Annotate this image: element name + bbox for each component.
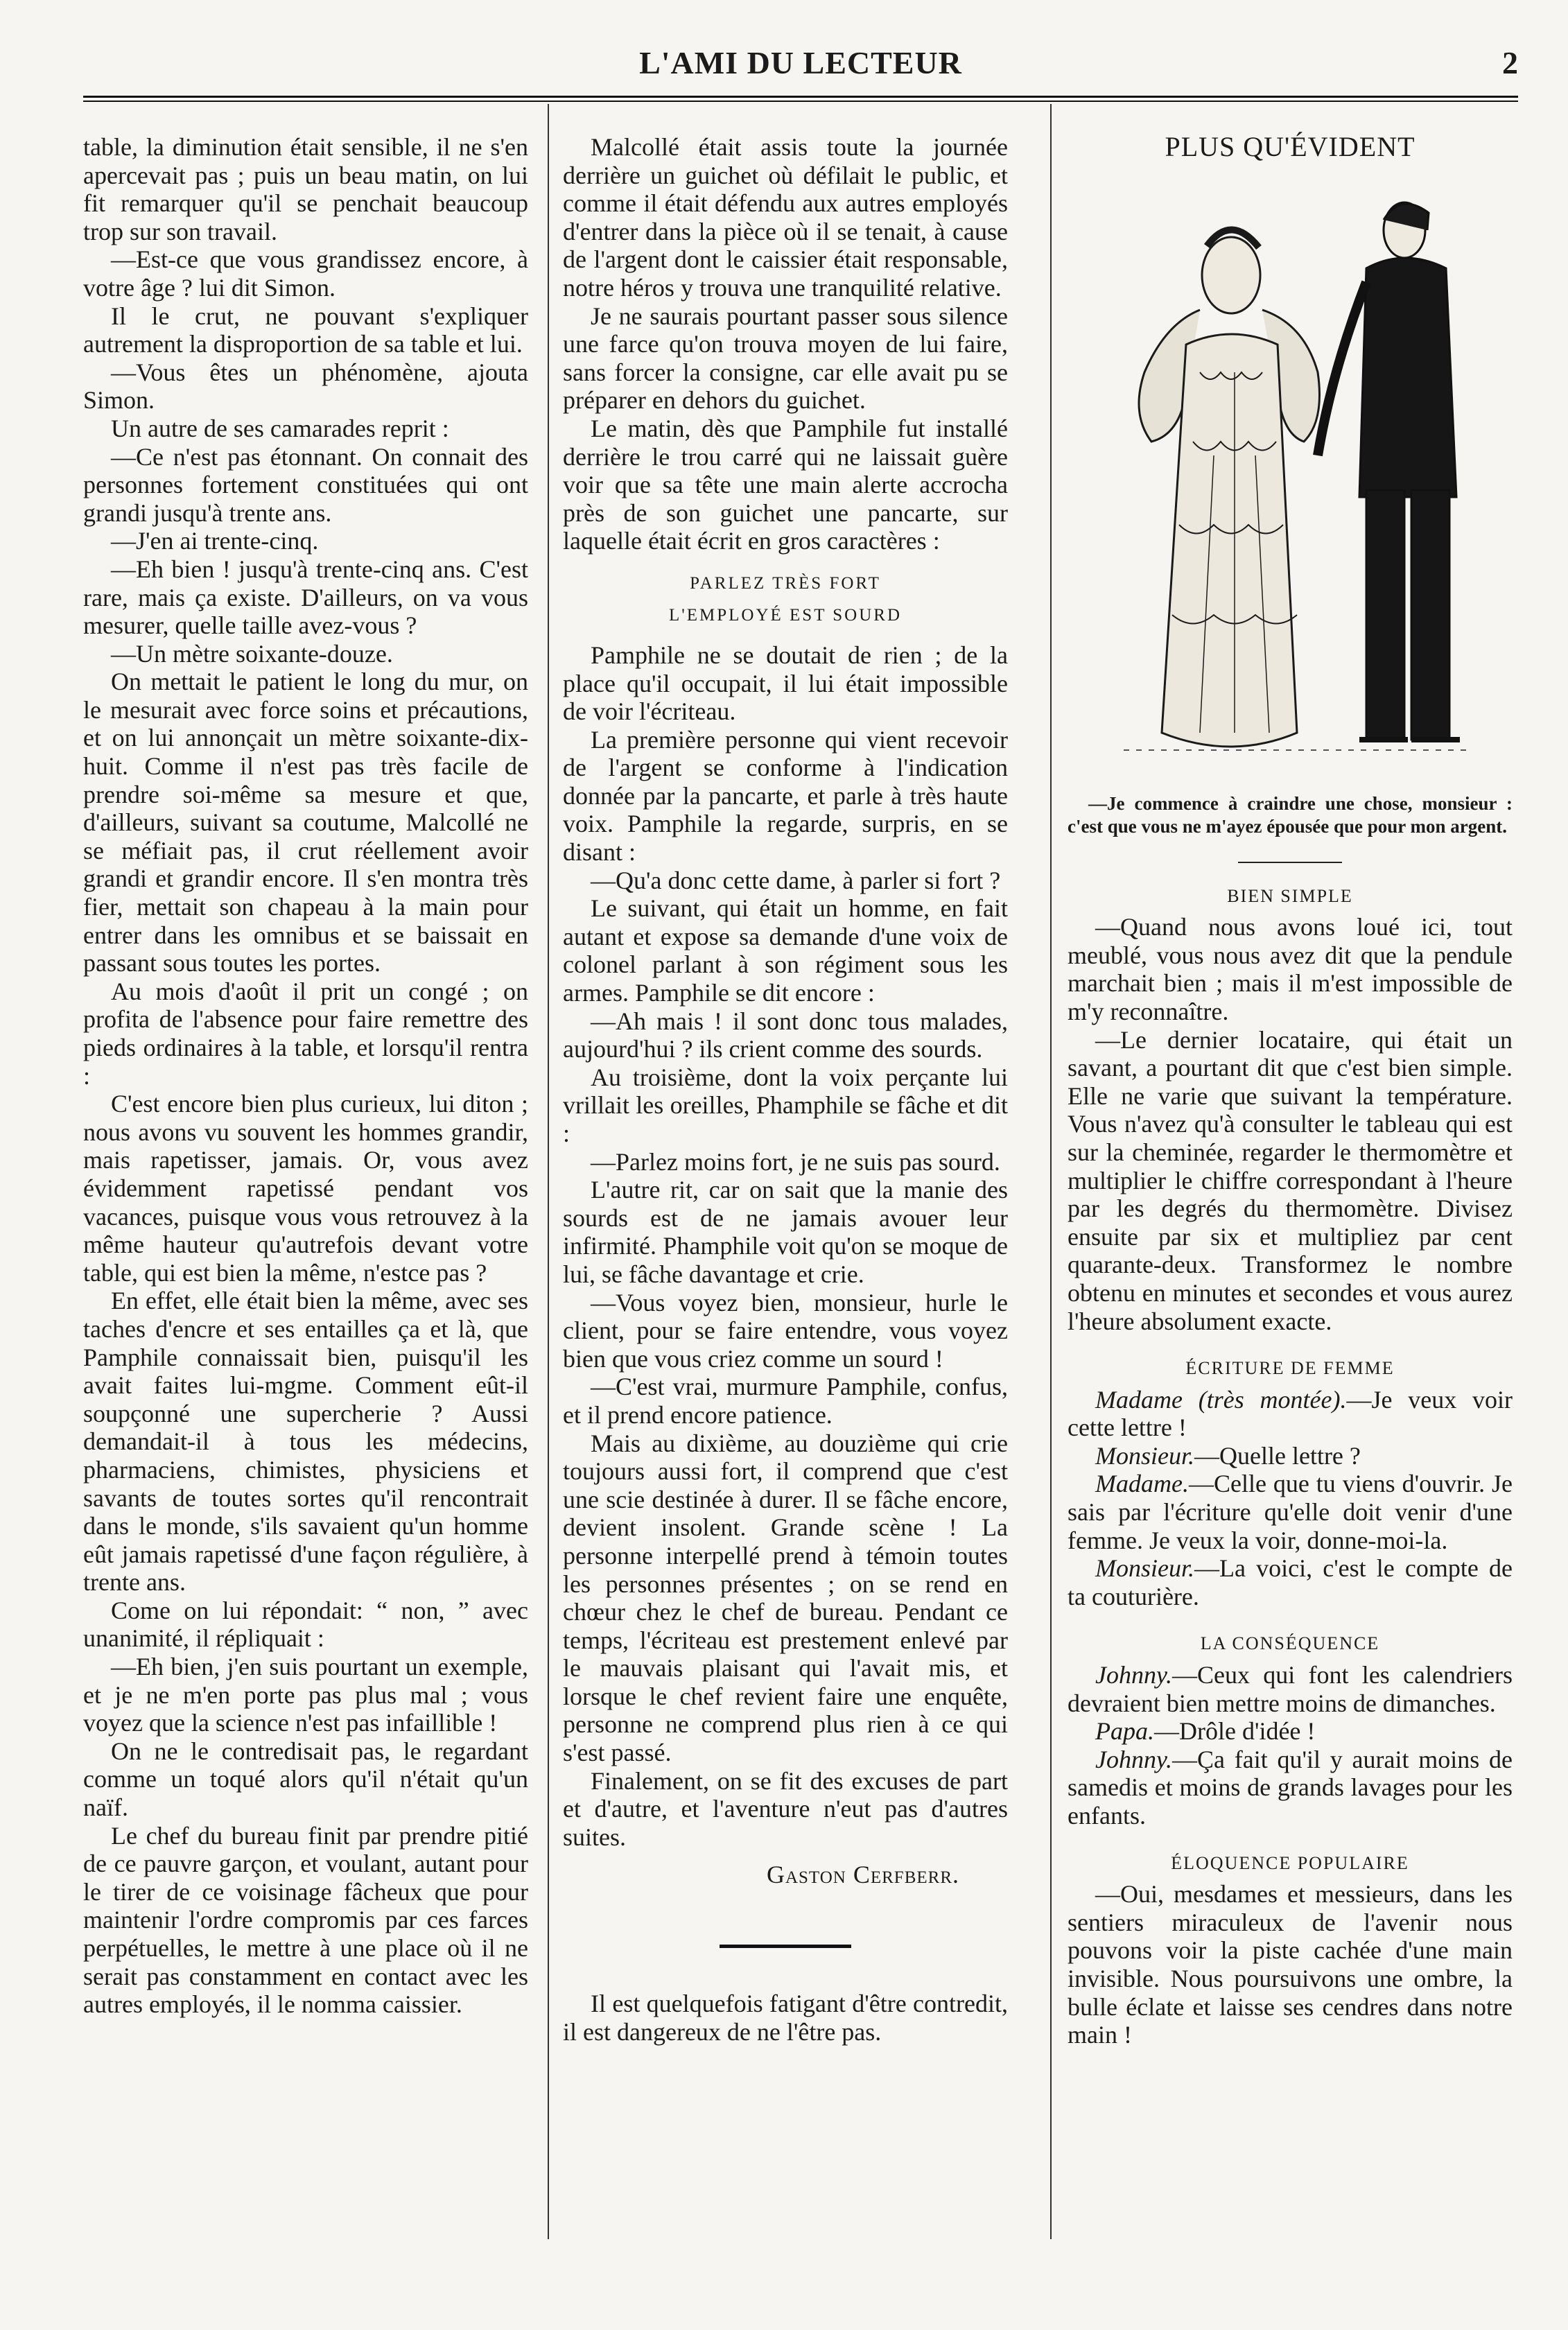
paragraph: —Un mètre soixante-douze. <box>111 639 393 668</box>
paragraph: Au mois d'août il prit un congé ; on profita de l'absence pour faire remettre des pieds ordinaires à la table, et lorsqu'il rentra : <box>83 977 528 1090</box>
header-rule <box>83 96 1518 102</box>
illustration-title: PLUS QU'ÉVIDENT <box>1165 131 1415 162</box>
dialogue-line <box>1068 1442 1513 1470</box>
line-text: —La voici, c'est le compte de ta couturière. <box>1068 1554 1513 1610</box>
paragraph: —Est-ce que vous grandissez encore, à votre âge ? lui dit Simon. <box>83 245 528 302</box>
paragraph: Come on lui répondait: “ non, ” avec unanimité, il répliquait : <box>83 1596 528 1653</box>
paragraph: Il le crut, ne pouvant s'expliquer autrement la disproportion de sa table et lui. <box>83 302 528 358</box>
speaker: Johnny. <box>1095 1661 1172 1689</box>
line-text: —Quelle lettre ? <box>1194 1441 1361 1470</box>
paragraph: —Vous voyez bien, monsieur, hurle le client, pour se faire entendre, vous voyez bien que vous criez comme un sourd ! <box>563 1288 1008 1373</box>
dialogue-line <box>1068 1661 1513 1717</box>
maxim: Il est quelquefois fatigant d'être contredit, il est dangereux de ne l'être pas. <box>563 1990 1008 2046</box>
paragraph: —C'est vrai, murmure Pamphile, confus, et il prend encore patience. <box>563 1373 1008 1429</box>
speaker: Monsieur. <box>1095 1554 1194 1583</box>
paragraph: Finalement, on se fit des excuses de part et d'autre, et l'aventure n'eut pas d'autres suites. <box>563 1766 1008 1851</box>
speaker: Johnny. <box>1095 1745 1172 1773</box>
line-text: —Celle que tu viens d'ouvrir. Je sais par l'écriture qu'elle doit venir d'une femme. Je veux la voir, donne-moi-la. <box>1068 1470 1513 1554</box>
newspaper-title: L'AMI DU LECTEUR <box>639 45 962 80</box>
dialogue-line <box>1068 1470 1513 1554</box>
section-heading: LA CONSÉQUENCE <box>1200 1633 1380 1654</box>
paragraph: On ne le contredisait pas, le regardant comme un toqué alors qu'il n'était qu'un naïf. <box>83 1737 528 1822</box>
paragraph: —Oui, mesdames et messieurs, dans les sentiers miraculeux de l'avenir nous pouvons voir la piste cachée d'une main invisible. Nous poursuivons une ombre, la bulle éclate et laisse ses cendres dans notre main ! <box>1068 1880 1513 2049</box>
paragraph: La première personne qui vient recevoir de l'argent se conforme à l'indication donnée par la pancarte, et parle à très haute voix. Pamphile la regarde, surpris, en se disant : <box>563 725 1008 867</box>
page-header <box>83 44 1518 86</box>
paragraph: —Le dernier locataire, qui était un savant, a pourtant dit que c'est bien simple. Elle ne varie que suivant la température. Vous n'avez qu'à consulter le tableau qui est sur la cheminée, regarder le thermomètre et multiplier le chiffre correspondant à l'heure par les degrés du thermomètre. Divisez ensuite par six et multipliez par cent quarante-deux. Transformez le nombre obtenu en minutes et secondes et vous aurez l'heure absolument exacte. <box>1068 1025 1513 1335</box>
cartoon-illustration <box>1096 164 1484 774</box>
paragraph: —Parlez moins fort, je ne suis pas sourd. <box>591 1147 1000 1176</box>
paragraph: L'autre rit, car on sait que la manie des sourds est de ne jamais avouer leur infirmité. Phamphile voit qu'on se moque de lui, se fâche davantage et crie. <box>563 1176 1008 1288</box>
notice-line: L'EMPLOYÉ EST SOURD <box>668 605 903 625</box>
paragraph: —Vous êtes un phénomène, ajouta Simon. <box>83 358 528 415</box>
paragraph: Au troisième, dont la voix perçante lui vrillait les oreilles, Phamphile se fâche et dit : <box>563 1063 1008 1147</box>
paragraph: —Qu'a donc cette dame, à parler si fort ? <box>591 866 1001 894</box>
speaker: Madame. <box>1095 1470 1189 1498</box>
column-1 <box>83 133 528 2019</box>
paragraph: —Ah mais ! il sont donc tous malades, aujourd'hui ? ils crient comme des sourds. <box>563 1007 1008 1063</box>
author-signature: Gaston Cerfberr. <box>766 1861 959 1889</box>
notice-placard-text <box>563 568 1008 632</box>
line-text: —Ceux qui font les calendriers devraient bien mettre moins de dimanches. <box>1068 1661 1513 1717</box>
column-divider <box>1050 104 1052 2239</box>
speaker: Papa. <box>1095 1717 1154 1746</box>
column-3 <box>1068 133 1513 2049</box>
page-number: 2 <box>1502 45 1518 80</box>
line-text: —Je veux voir cette lettre ! <box>1068 1385 1513 1442</box>
paragraph: Un autre de ses camarades reprit : <box>111 414 449 442</box>
dialogue-line <box>1068 1554 1513 1610</box>
section-heading: BIEN SIMPLE <box>1227 885 1353 906</box>
column-2 <box>563 133 1008 2046</box>
column-divider <box>548 104 549 2239</box>
dialogue-line <box>1068 1717 1513 1746</box>
paragraph: Pamphile ne se doutait de rien ; de la place qu'il occupait, il lui était impossible de voir l'écriteau. <box>563 641 1008 726</box>
section-heading: ÉLOQUENCE POPULAIRE <box>1171 1852 1409 1873</box>
man-figure <box>1318 202 1460 740</box>
dialogue-line <box>1068 1746 1513 1830</box>
paragraph: Le chef du bureau finit par prendre pitié de ce pauvre garçon, et voulant, autant pour le tirer de ce voisinage fâcheux que pour maintenir l'ordre compromis par ces farces perpétuelles, le mettre à une place où il ne serait pas constamment en contact avec les autres employés, il le nomma caissier. <box>83 1821 528 2019</box>
speaker: Monsieur. <box>1095 1441 1194 1470</box>
speaker: Madame (très montée). <box>1095 1385 1347 1414</box>
illustration-caption: —Je commence à craindre une chose, monsieur : c'est que vous ne m'ayez épousée que pour mon argent. <box>1068 792 1513 837</box>
paragraph: Je ne saurais pourtant passer sous silence une farce qu'on trouva moyen de lui faire, sans forcer la consigne, car elle avait pu se préparer en dehors du guichet. <box>563 302 1008 415</box>
paragraph: Malcollé était assis toute la journée derrière un guichet où défilait le public, et comme il était défendu aux autres employés d'entrer dans la pièce où il se tenait, à cause de l'argent dont le caissier était responsable, notre héros y trouva une tranquilité relative. <box>563 133 1008 302</box>
paragraph: —Eh bien ! jusqu'à trente-cinq ans. C'est rare, mais ça existe. D'ailleurs, on va vous mesurer, quelle taille avez-vous ? <box>83 555 528 640</box>
paragraph: Mais au dixième, au douzième qui crie toujours aussi fort, il comprend que c'est une scie destinée à durer. Il se fâche encore, devient insolent. Grande scène ! La personne interpellé prend à témoin toutes les personnes présentes ; on se rend en chœur chez le chef de bureau. Pendant ce temps, l'écriteau est prestement enlevé par le mauvais plaisant qui l'avait mis, et lorsque le chef revient faire une enquête, personne ne comprend plus rien à ce qui s'est passé. <box>563 1429 1008 1767</box>
paragraph: On mettait le patient le long du mur, on le mesurait avec force soins et précautions, et on lui annonçait un mètre soixante-dix-huit. Comme il n'est pas très facile de prendre soi-même sa mesure et que, d'ailleurs, suivant sa coutume, Malcollé ne se méfiait pas, il crut réellement avoir grandi et grandir encore. Il s'en montra très fier, mettait son chapeau à la main pour entrer dans les omnibus et se baissait en passant sous toutes les portes. <box>83 668 528 977</box>
paragraph: —Eh bien, j'en suis pourtant un exemple, et je ne m'en porte pas plus mal ; vous voyez que la science n'est pas infaillible ! <box>83 1653 528 1737</box>
paragraph: —Ce n'est pas étonnant. On connait des personnes fortement constituées qui ont grandi jusqu'à trente ans. <box>83 442 528 527</box>
paragraph: En effet, elle était bien la même, avec ses taches d'encre et ses entailles ça et là, que Pamphile connaissait bien, puisqu'il les avait faites lui-mgme. Comment eût-il soupçonné une supercherie ? Aussi demandait-il à tous les médecins, pharmaciens, chimistes, physiciens et savants de toutes sortes qu'il rencontrait dans le monde, s'ils savaient qu'un homme eût jamais rapetissé d'une façon régulière, à trente ans. <box>83 1287 528 1597</box>
line-text: —Drôle d'idée ! <box>1154 1717 1316 1746</box>
paragraph: Le matin, dès que Pamphile fut installé derrière le trou carré qui ne laissait guère voir que sa tête une main alerte accrocha près de son guichet une pancarte, sur laquelle était écrit en gros caractères : <box>563 414 1008 555</box>
notice-line: PARLEZ TRÈS FORT <box>690 573 881 593</box>
line-text: —Ça fait qu'il y aurait moins de samedis et moins de grands lavages pour les enfants. <box>1068 1745 1513 1829</box>
dialogue-line <box>1068 1386 1513 1442</box>
paragraph: —Quand nous avons loué ici, tout meublé, vous nous avez dit que la pendule marchait bien ; mais il m'est impossible de m'y reconnaître. <box>1068 913 1513 1025</box>
paragraph: C'est encore bien plus curieux, lui diton ; nous avons vu souvent les hommes grandir, mais rapetisser, jamais. Or, vous avez évidemment rapetissé pendant vos vacances, puisque vous vous retrouvez à la même hauteur qu'autrefois devant votre table, qui est bien la même, n'estce pas ? <box>83 1090 528 1287</box>
paragraph: —J'en ai trente-cinq. <box>111 527 319 555</box>
section-divider <box>720 1945 851 1948</box>
paragraph: Le suivant, qui était un homme, en fait autant et expose sa demande d'une voix de colonel parlant à son régiment sous les armes. Pamphile se dit encore : <box>563 894 1008 1007</box>
section-heading: ÉCRITURE DE FEMME <box>1185 1358 1395 1379</box>
section-divider <box>1238 862 1342 863</box>
paragraph: table, la diminution était sensible, il ne s'en apercevait pas ; puis un beau matin, on lui fit remarquer qu'il se penchait beaucoup trop sur son travail. <box>83 133 528 245</box>
woman-figure <box>1139 229 1320 747</box>
